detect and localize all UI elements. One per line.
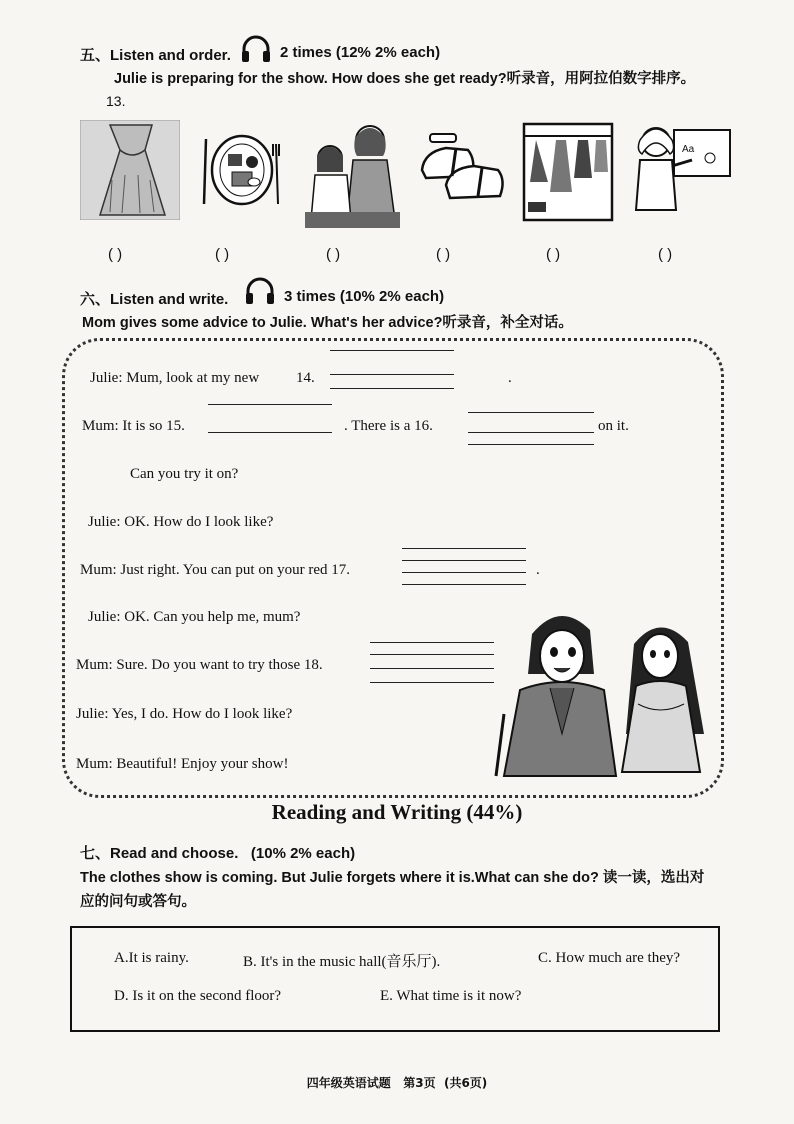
- question-number: 13.: [106, 93, 126, 109]
- dialogue-line-5: Mum: Just right. You can put on your red 17.: [80, 562, 350, 578]
- period: .: [536, 562, 540, 578]
- writing-line-16: [468, 444, 594, 445]
- dialogue-line-9: Mum: Beautiful! Enjoy your show!: [76, 756, 289, 772]
- choice-d: D. Is it on the second floor?: [114, 988, 282, 1004]
- dialogue-line-3: Can you try it on?: [130, 466, 239, 482]
- writing-line-18: [370, 654, 494, 655]
- svg-text:Aa: Aa: [682, 144, 695, 155]
- writing-line-16[interactable]: [468, 432, 594, 433]
- mom-and-girl-picture: [305, 120, 400, 230]
- section6-times: 3 times (10% 2% each): [284, 288, 445, 305]
- wardrobe-picture: [522, 122, 614, 222]
- section7-instruction-1: The clothes show is coming. But Julie forgets where it is.What can she do? 读一读，选出对: [80, 870, 705, 886]
- answer-blank-5[interactable]: ( ): [546, 246, 561, 263]
- writing-line-17[interactable]: [402, 572, 526, 573]
- shoes-picture: [416, 130, 508, 210]
- section5-times: 2 times (12% 2% each): [280, 44, 441, 61]
- section5-heading: 五、Listen and order.: [80, 47, 231, 64]
- writing-line-18: [370, 642, 494, 643]
- page-footer: 四年级英语试题 第3页 (共6页): [306, 1076, 488, 1090]
- writing-line-18[interactable]: [370, 668, 494, 669]
- writing-line-17: [402, 560, 526, 561]
- mom-and-julie-illustration: [490, 604, 716, 780]
- dialogue-line-4: Julie: OK. How do I look like?: [88, 514, 274, 530]
- dialogue-line-2a: Mum: It is so 15.: [82, 418, 185, 434]
- blank-14-number: 14.: [296, 370, 315, 386]
- section7-instruction-2: 应的问句或答句。: [80, 894, 196, 910]
- dialogue-line-8: Julie: Yes, I do. How do I look like?: [76, 706, 293, 722]
- answer-blank-4[interactable]: ( ): [436, 246, 451, 263]
- teacher-at-board-picture: [630, 122, 732, 212]
- writing-line-15[interactable]: [208, 432, 332, 433]
- writing-line-15: [208, 404, 332, 405]
- choice-e: E. What time is it now?: [380, 988, 522, 1004]
- dialogue-line-1: Julie: Mum, look at my new: [90, 370, 260, 386]
- writing-line-17: [402, 548, 526, 549]
- section5-instruction: Julie is preparing for the show. How does she get ready?听录音，用阿拉伯数字排序。: [114, 71, 696, 87]
- headphones-icon: [244, 276, 276, 306]
- section6-heading: 六、Listen and write.: [80, 291, 229, 308]
- dialogue-line-6: Julie: OK. Can you help me, mum?: [88, 609, 301, 625]
- writing-line-17: [402, 584, 526, 585]
- answer-blank-1[interactable]: ( ): [108, 246, 123, 263]
- dialogue-line-7: Mum: Sure. Do you want to try those 18.: [76, 657, 323, 673]
- choice-c: C. How much are they?: [538, 950, 681, 966]
- writing-line-16: [468, 412, 594, 413]
- answer-blank-3[interactable]: ( ): [326, 246, 341, 263]
- writing-line-14[interactable]: [330, 388, 454, 389]
- choice-a: A.It is rainy.: [114, 950, 189, 966]
- writing-line-18: [370, 682, 494, 683]
- choices-box: [70, 926, 720, 1032]
- dialogue-line-2b: . There is a 16.: [344, 418, 433, 434]
- section6-instruction: Mom gives some advice to Julie. What's her advice?听录音，补全对话。: [82, 315, 573, 331]
- dress-picture: [80, 120, 180, 220]
- headphones-icon: [240, 34, 272, 64]
- answer-blank-2[interactable]: ( ): [215, 246, 230, 263]
- dialogue-line-2c: on it.: [598, 418, 629, 434]
- period: .: [508, 370, 512, 386]
- part-title: Reading and Writing (44%): [271, 800, 523, 824]
- writing-line-14: [330, 350, 454, 351]
- writing-line-14: [330, 374, 454, 375]
- answer-blank-6[interactable]: ( ): [658, 246, 673, 263]
- breakfast-plate-picture: [196, 124, 286, 214]
- section7-heading: 七、Read and choose. (10% 2% each): [80, 845, 356, 862]
- choice-b: B. It's in the music hall(音乐厅).: [243, 954, 441, 970]
